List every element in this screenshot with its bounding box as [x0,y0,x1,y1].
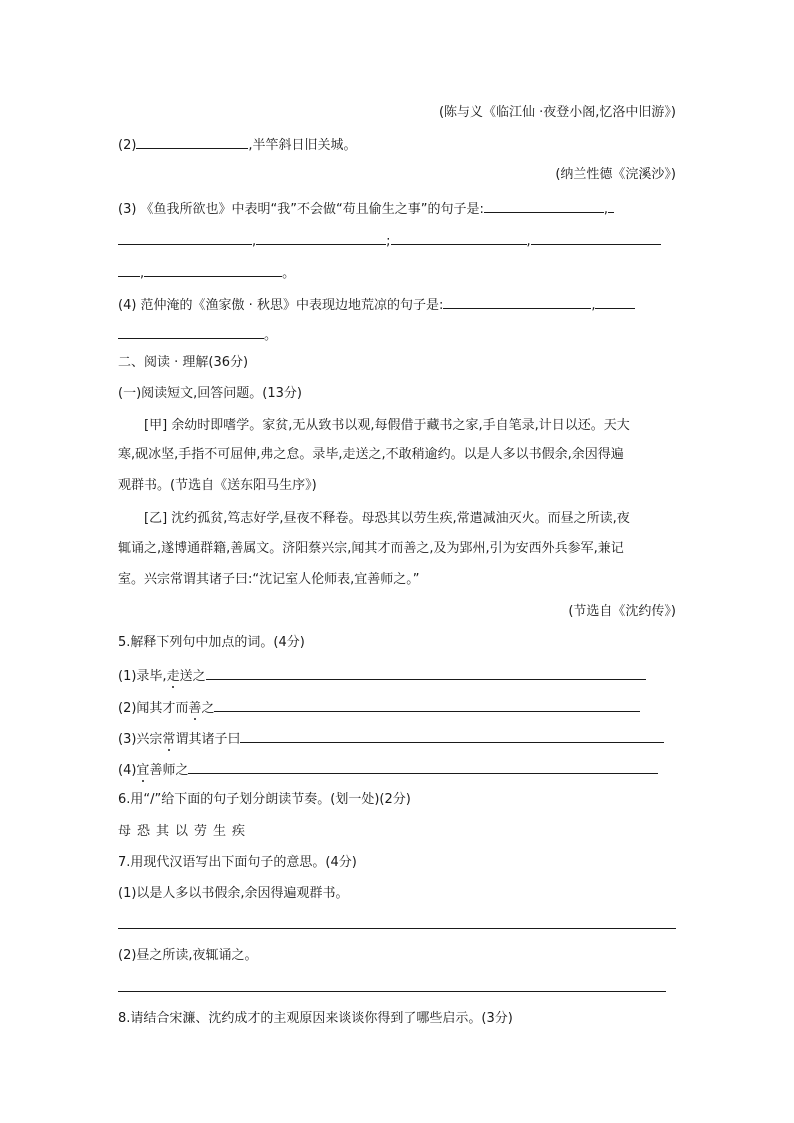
question-5-item-3 [118,729,678,747]
dotted-word: 善 [188,701,202,716]
question-5-item-1 [118,666,678,684]
question-5-title: 5.解释下列句中加点的词。(4分) [118,635,305,650]
question-8-title: 8.请结合宋濂、沈约成才的主观原因来谈谈你得到了哪些启示。(3分) [118,1011,513,1026]
answer-blank[interactable] [391,231,527,245]
passage-b-line: 室。兴宗常谓其诸子曰:“沈记室人伦师表,宜善师之。” [118,572,420,587]
passage-a-line: [甲] 余幼时即嗜学。家贫,无从致书以观,每假借于藏书之家,手自笔录,计日以还。天大 [144,418,630,433]
poem-item-3-cont: , ; , [118,231,678,249]
item-text: (3) 《鱼我所欲也》中表明“我”不会做“苟且偷生之事”的句子是: [118,202,484,217]
item-text: (3)兴宗 [118,732,163,747]
answer-blank[interactable] [118,325,264,339]
question-5-item-2 [118,698,678,716]
question-7-sentence-1: (1)以是人多以书假余,余因得遍观群书。 [118,886,349,901]
poem-source-2: (纳兰性德《浣溪沙》) [555,167,676,182]
answer-blank[interactable] [443,295,591,309]
answer-blank[interactable] [595,295,635,309]
poem-source-1: (陈与义《临江仙 ·夜登小阁,忆洛中旧游》) [438,105,676,120]
item-text: 谓其诸子曰 [175,732,241,747]
answer-blank[interactable] [484,199,604,213]
item-text: (2)闻其才而 [118,701,189,716]
subsection-title: (一)阅读短文,回答问题。(13分) [118,386,302,401]
answer-line[interactable] [118,991,666,992]
question-5-item-4 [118,760,678,778]
passage-a-line: 寒,砚冰坚,手指不可屈伸,弗之怠。录毕,走送之,不敢稍逾约。以是人多以书假余,余因得遍 [118,447,624,462]
poem-item-2 [118,135,678,153]
answer-blank[interactable] [240,729,664,743]
answer-blank[interactable] [118,263,140,277]
answer-blank[interactable] [144,263,282,277]
answer-line[interactable] [118,928,676,929]
question-7-sentence-2: (2)昼之所读,夜辄诵之。 [118,948,258,963]
dotted-word: 常 [162,732,176,747]
item-text: (4) 范仲淹的《渔家傲 · 秋思》中表现边地荒凉的句子是: [118,298,444,313]
answer-blank[interactable] [256,231,386,245]
answer-blank[interactable] [118,231,252,245]
answer-blank[interactable] [206,666,646,680]
passage-b-line: 辄诵之,遂博通群籍,善属文。济阳蔡兴宗,闻其才而善之,及为郢州,引为安西外兵参军,兼记 [118,541,624,556]
poem-item-4-cont: 。 [118,325,678,343]
question-6-title: 6.用“/”给下面的句子划分朗读节奏。(划一处)(2分) [118,792,411,807]
section-title: 二、阅读 · 理解(36分) [118,355,249,370]
passage-a-line: 观群书。(节选自《送东阳马生序》) [118,478,317,493]
answer-blank[interactable] [531,231,661,245]
passage-b-line: [乙] 沈约孤贫,笃志好学,昼夜不释卷。母恐其以劳生疾,常遣减油灭火。而昼之所读,夜 [144,511,630,526]
dotted-word: 走 [166,669,180,684]
answer-blank[interactable] [188,760,658,774]
answer-blank[interactable] [214,698,640,712]
question-6-sentence: 母恐其以劳生疾 [118,824,252,839]
poem-line-text: ,半竿斜日旧关城。 [248,138,357,153]
answer-blank[interactable] [136,135,248,149]
item-text: 送之 [179,669,206,684]
poem-item-3-end: , 。 [118,263,678,281]
passage-b-source: (节选自《沈约传》) [568,604,676,619]
poem-item-4: (4) 范仲淹的《渔家傲 · 秋思》中表现边地荒凉的句子是: , [118,295,678,313]
poem-item-3: (3) 《鱼我所欲也》中表明“我”不会做“苟且偷生之事”的句子是: , [118,199,678,217]
item-text: 之 [201,701,215,716]
dotted-word: 宜 [136,763,150,778]
item-text: 善师之 [149,763,189,778]
answer-blank[interactable] [608,199,614,213]
item-text: (1)录毕, [118,669,167,684]
question-7-title: 7.用现代汉语写出下面句子的意思。(4分) [118,855,357,870]
item-number: (2) [118,138,137,153]
item-text: (4) [118,763,137,778]
